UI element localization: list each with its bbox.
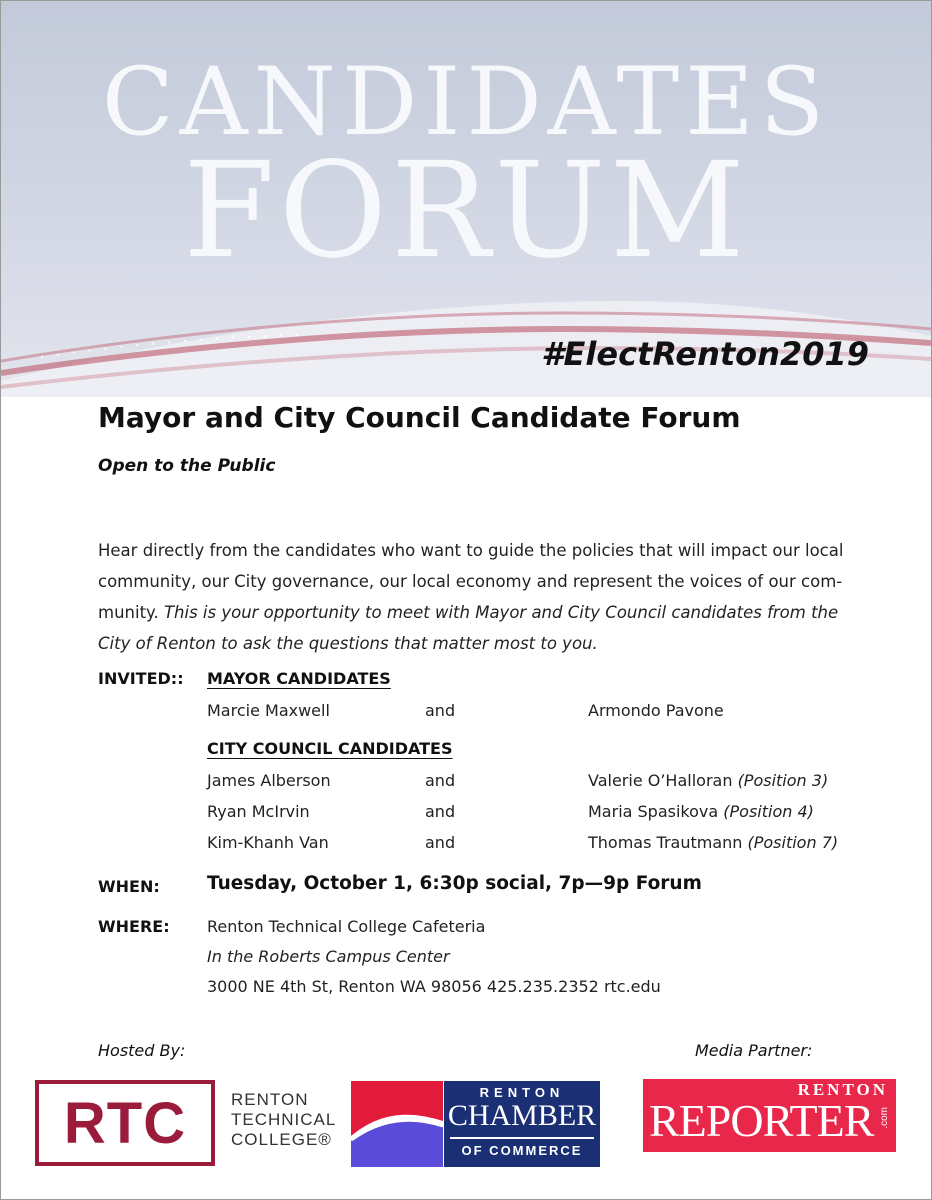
rtc-logo-mark: RTC [63, 1090, 187, 1156]
venue-building: In the Roberts Campus Center [207, 947, 450, 966]
candidate-position [588, 802, 814, 821]
event-date-time: Tuesday, October 1, 6:30p social, 7p—9p Forum [207, 873, 702, 894]
and-joiner: and [425, 701, 456, 720]
candidate-name: Armondo Pavone [588, 701, 724, 720]
chamber-line: OF COMMERCE [461, 1143, 583, 1158]
candidate-name: Ryan McIrvin [207, 802, 310, 821]
banner-title-candidates: CANDIDATES [101, 48, 831, 157]
candidate-name: James Alberson [207, 771, 331, 790]
rtc-wordmark-line: COLLEGE® [231, 1130, 332, 1149]
and-joiner: and [425, 802, 456, 821]
venue-address: 3000 NE 4th St, Renton WA 98056 425.235.2352 rtc.edu [207, 977, 661, 996]
chamber-divider [450, 1137, 594, 1139]
mayor-candidates-heading: MAYOR CANDIDATES [207, 669, 391, 688]
intro-paragraph [98, 535, 878, 659]
rtc-logo [35, 1080, 215, 1166]
banner-title-forum: FORUM [183, 134, 749, 288]
candidate-name: Maria Spasikova [588, 802, 724, 821]
intro-line: community, our City governance, our local economy and represent the voices of our com- [98, 572, 843, 591]
city-council-candidates-heading: CITY COUNCIL CANDIDATES [207, 739, 453, 758]
intro-line [98, 597, 878, 628]
candidate-name: Kim-Khanh Van [207, 833, 329, 852]
renton-reporter-logo [643, 1079, 896, 1152]
header-banner [1, 1, 931, 397]
candidate-name: Marcie Maxwell [207, 701, 330, 720]
position-note: (Position 7) [747, 833, 839, 852]
candidate-position [588, 771, 828, 790]
invited-label: INVITED:: [98, 669, 184, 688]
reporter-suffix: .com [879, 1107, 890, 1129]
page-title: Mayor and City Council Candidate Forum [98, 401, 741, 434]
and-joiner: and [425, 771, 456, 790]
hosted-by-label: Hosted By: [98, 1041, 186, 1060]
candidate-name: Thomas Trautmann [588, 833, 748, 852]
hashtag: #ElectRenton2019 [541, 335, 869, 373]
intro-line: Hear directly from the candidates who want to guide the policies that will impact our local [98, 541, 844, 560]
candidate-position [588, 833, 838, 852]
reporter-line: RENTON [797, 1080, 888, 1099]
candidate-name: Valerie O’Halloran [588, 771, 738, 790]
intro-line [98, 628, 878, 659]
position-note: (Position 4) [723, 802, 814, 821]
rtc-wordmark-line: TECHNICAL [231, 1110, 337, 1129]
intro-emphasis: City of Renton to ask the questions that matter most to you. [98, 634, 598, 653]
intro-emphasis: This is your opportunity to meet with Mayor and City Council candidates from the [163, 603, 839, 622]
intro-text: munity. [98, 603, 164, 622]
venue-name: Renton Technical College Cafeteria [207, 917, 486, 936]
chamber-swoosh-icon [351, 1081, 443, 1167]
chamber-of-commerce-logo [444, 1081, 600, 1167]
when-label: WHEN: [98, 877, 160, 896]
position-note: (Position 3) [737, 771, 829, 790]
rtc-logo-wordmark [231, 1090, 336, 1150]
chamber-line: CHAMBER [447, 1099, 597, 1132]
page-subtitle: Open to the Public [98, 456, 276, 476]
reporter-line: REPORTER [649, 1095, 874, 1146]
and-joiner: and [425, 833, 456, 852]
where-label: WHERE: [98, 917, 170, 936]
chamber-line: RENTON [479, 1085, 565, 1100]
media-partner-label: Media Partner: [695, 1041, 813, 1060]
rtc-wordmark-line: RENTON [231, 1090, 309, 1109]
